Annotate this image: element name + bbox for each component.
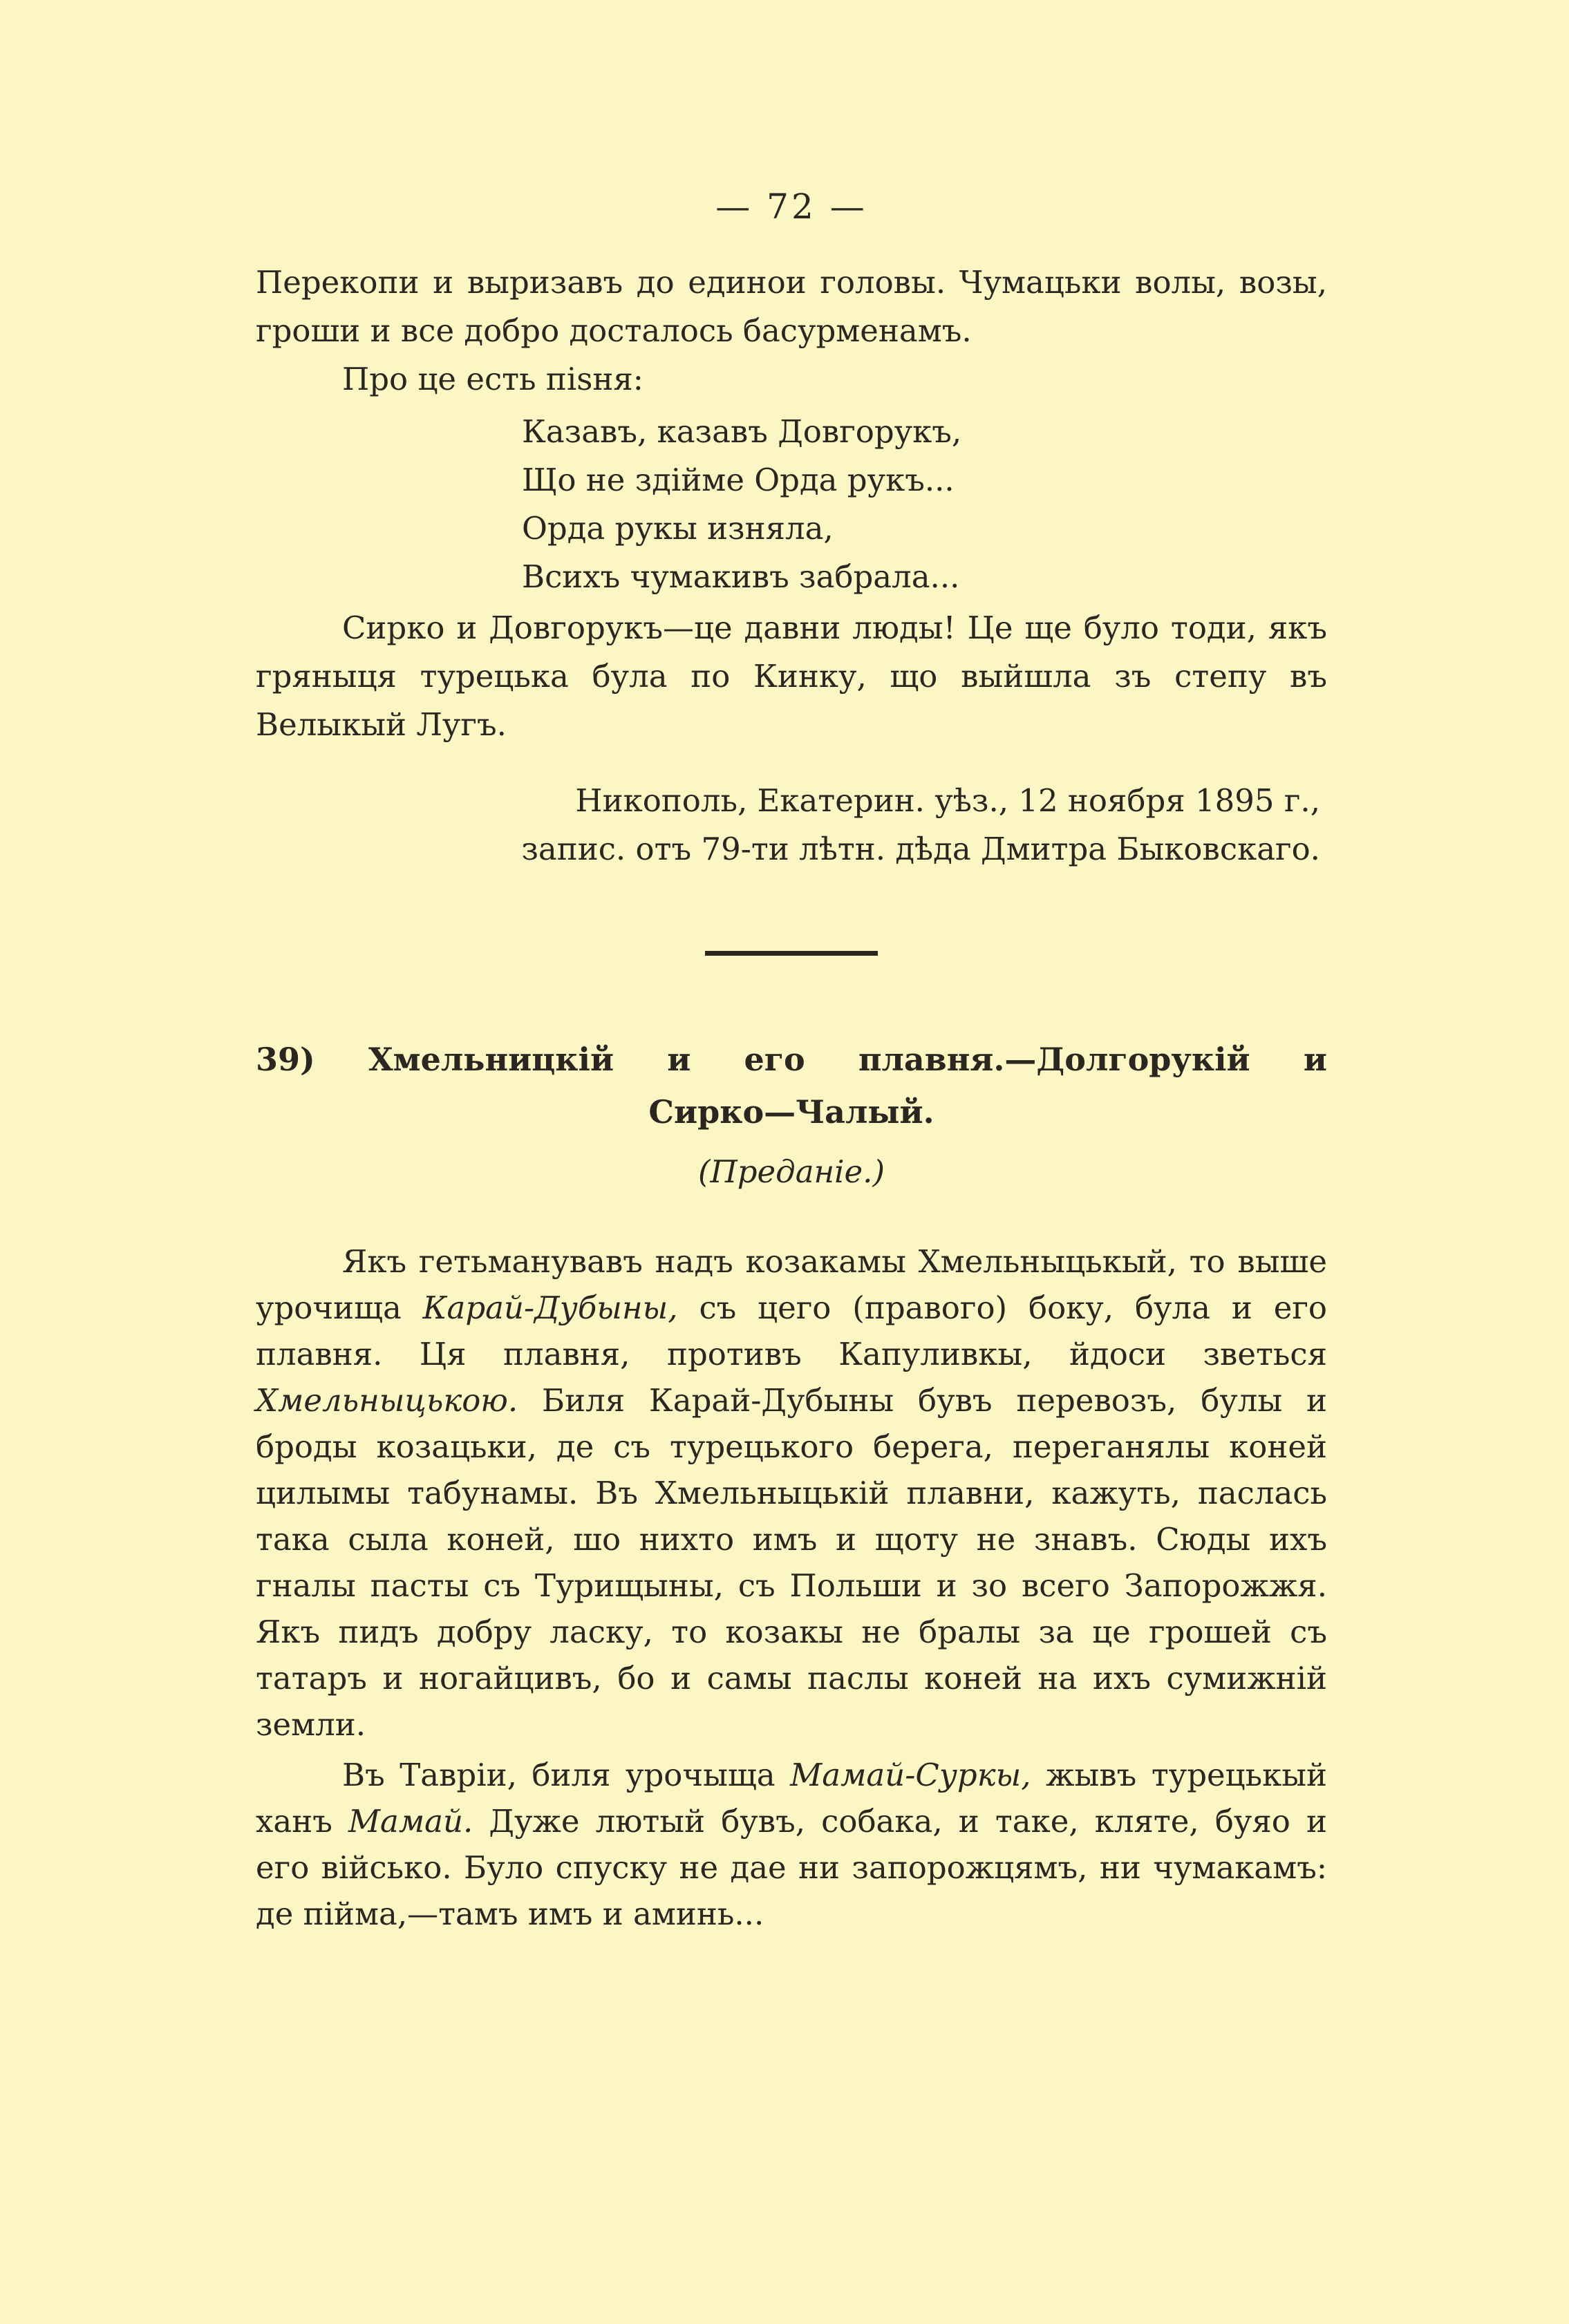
verse-line: Що не здiйме Орда рукъ...: [522, 462, 955, 498]
body-paragraph: [256, 1238, 1327, 1748]
verse-line: Орда рукы изняла,: [522, 510, 834, 547]
title-word: и: [667, 1041, 691, 1078]
section-title: [256, 1033, 1327, 1138]
text-run: съ цего (правого) боку, була и его плавня. Ця плавня, противъ Капуливкы, йдоси зветься: [256, 1289, 1327, 1372]
verse-line: Всихъ чумакивъ забрала...: [522, 558, 960, 595]
source-attribution: [256, 777, 1327, 873]
book-page: [256, 187, 1327, 1937]
text-run: жывъ турецькый ханъ: [256, 1757, 1327, 1840]
section-divider: [705, 951, 878, 956]
title-word: его: [744, 1041, 805, 1078]
text-run: Дуже лютый бувъ, собака, и таке, кляте, буяо и его вiйсько. Було спуску не дае ни запорожцямъ, ни чумакамъ: де пiйма,—тамъ имъ и аминь...: [256, 1803, 1327, 1932]
continuation-paragraph: Сирко и Довгорукъ—це давни люды! Це ще було тоди, якъ гряныця турецька була по Кинку, що выйшла зъ степу въ Велыкый Лугъ.: [256, 610, 1327, 743]
place-name: Мамай-Суркы,: [790, 1757, 1031, 1793]
verse-line: Казавъ, казавъ Довгорукъ,: [522, 413, 962, 450]
section-subtitle: (Преданiе.): [697, 1153, 885, 1190]
text-run: Въ Таврiи, биля урочыща: [342, 1757, 791, 1793]
text-run: Якъ гетьманувавъ надъ козакамы Хмельныцькый, то выше урочища: [256, 1243, 1327, 1326]
folk-song-verse: [522, 408, 1327, 601]
attribution-line: Никополь, Екатерин. уѣз., 12 ноября 1895 г.,: [575, 782, 1320, 819]
title-word: Хмельницкiй: [368, 1041, 614, 1078]
section-number: 39): [256, 1041, 315, 1078]
attribution-line: запис. отъ 79-ти лѣтн. дѣда Дмитра Быковскаго.: [521, 831, 1320, 867]
page-number: — 72 —: [715, 187, 867, 227]
section-body: [256, 1238, 1327, 1937]
person-name: Мамай.: [348, 1803, 473, 1840]
place-name: Карай-Дубыны,: [422, 1289, 678, 1326]
title-word: и: [1303, 1041, 1327, 1078]
title-word: плавня.—Долгорукiй: [858, 1041, 1250, 1078]
place-name: Хмельныцькою.: [256, 1382, 518, 1419]
continuation-paragraph: Перекопи и выризавъ до единои головы. Чумацьки волы, возы, гроши и все добро досталось басурменамъ.: [256, 264, 1327, 349]
section-title-line: Сирко—Чалый.: [648, 1093, 934, 1131]
song-intro: Про це есть пisня:: [342, 361, 643, 397]
section-title-line: [256, 1033, 1327, 1086]
text-run: Биля Карай-Дубыны бувъ перевозъ, булы и броды козацьки, де съ турецького берега, переганялы коней цилымы табунамы. Въ Хмельныцькiй плавни, кажуть, паслась така сыла коней, шо нихто имъ и щоту не знавъ. Сюды ихъ гналы пасты съ Турищыны, съ Польши и зо всего Запорожжя. Якъ пидъ добру ласку, то козакы не бралы за це грошей съ татаръ и ногайцивъ, бо и самы паслы коней на ихъ сумижнiй земли.: [256, 1382, 1327, 1743]
body-paragraph: [256, 1752, 1327, 1937]
